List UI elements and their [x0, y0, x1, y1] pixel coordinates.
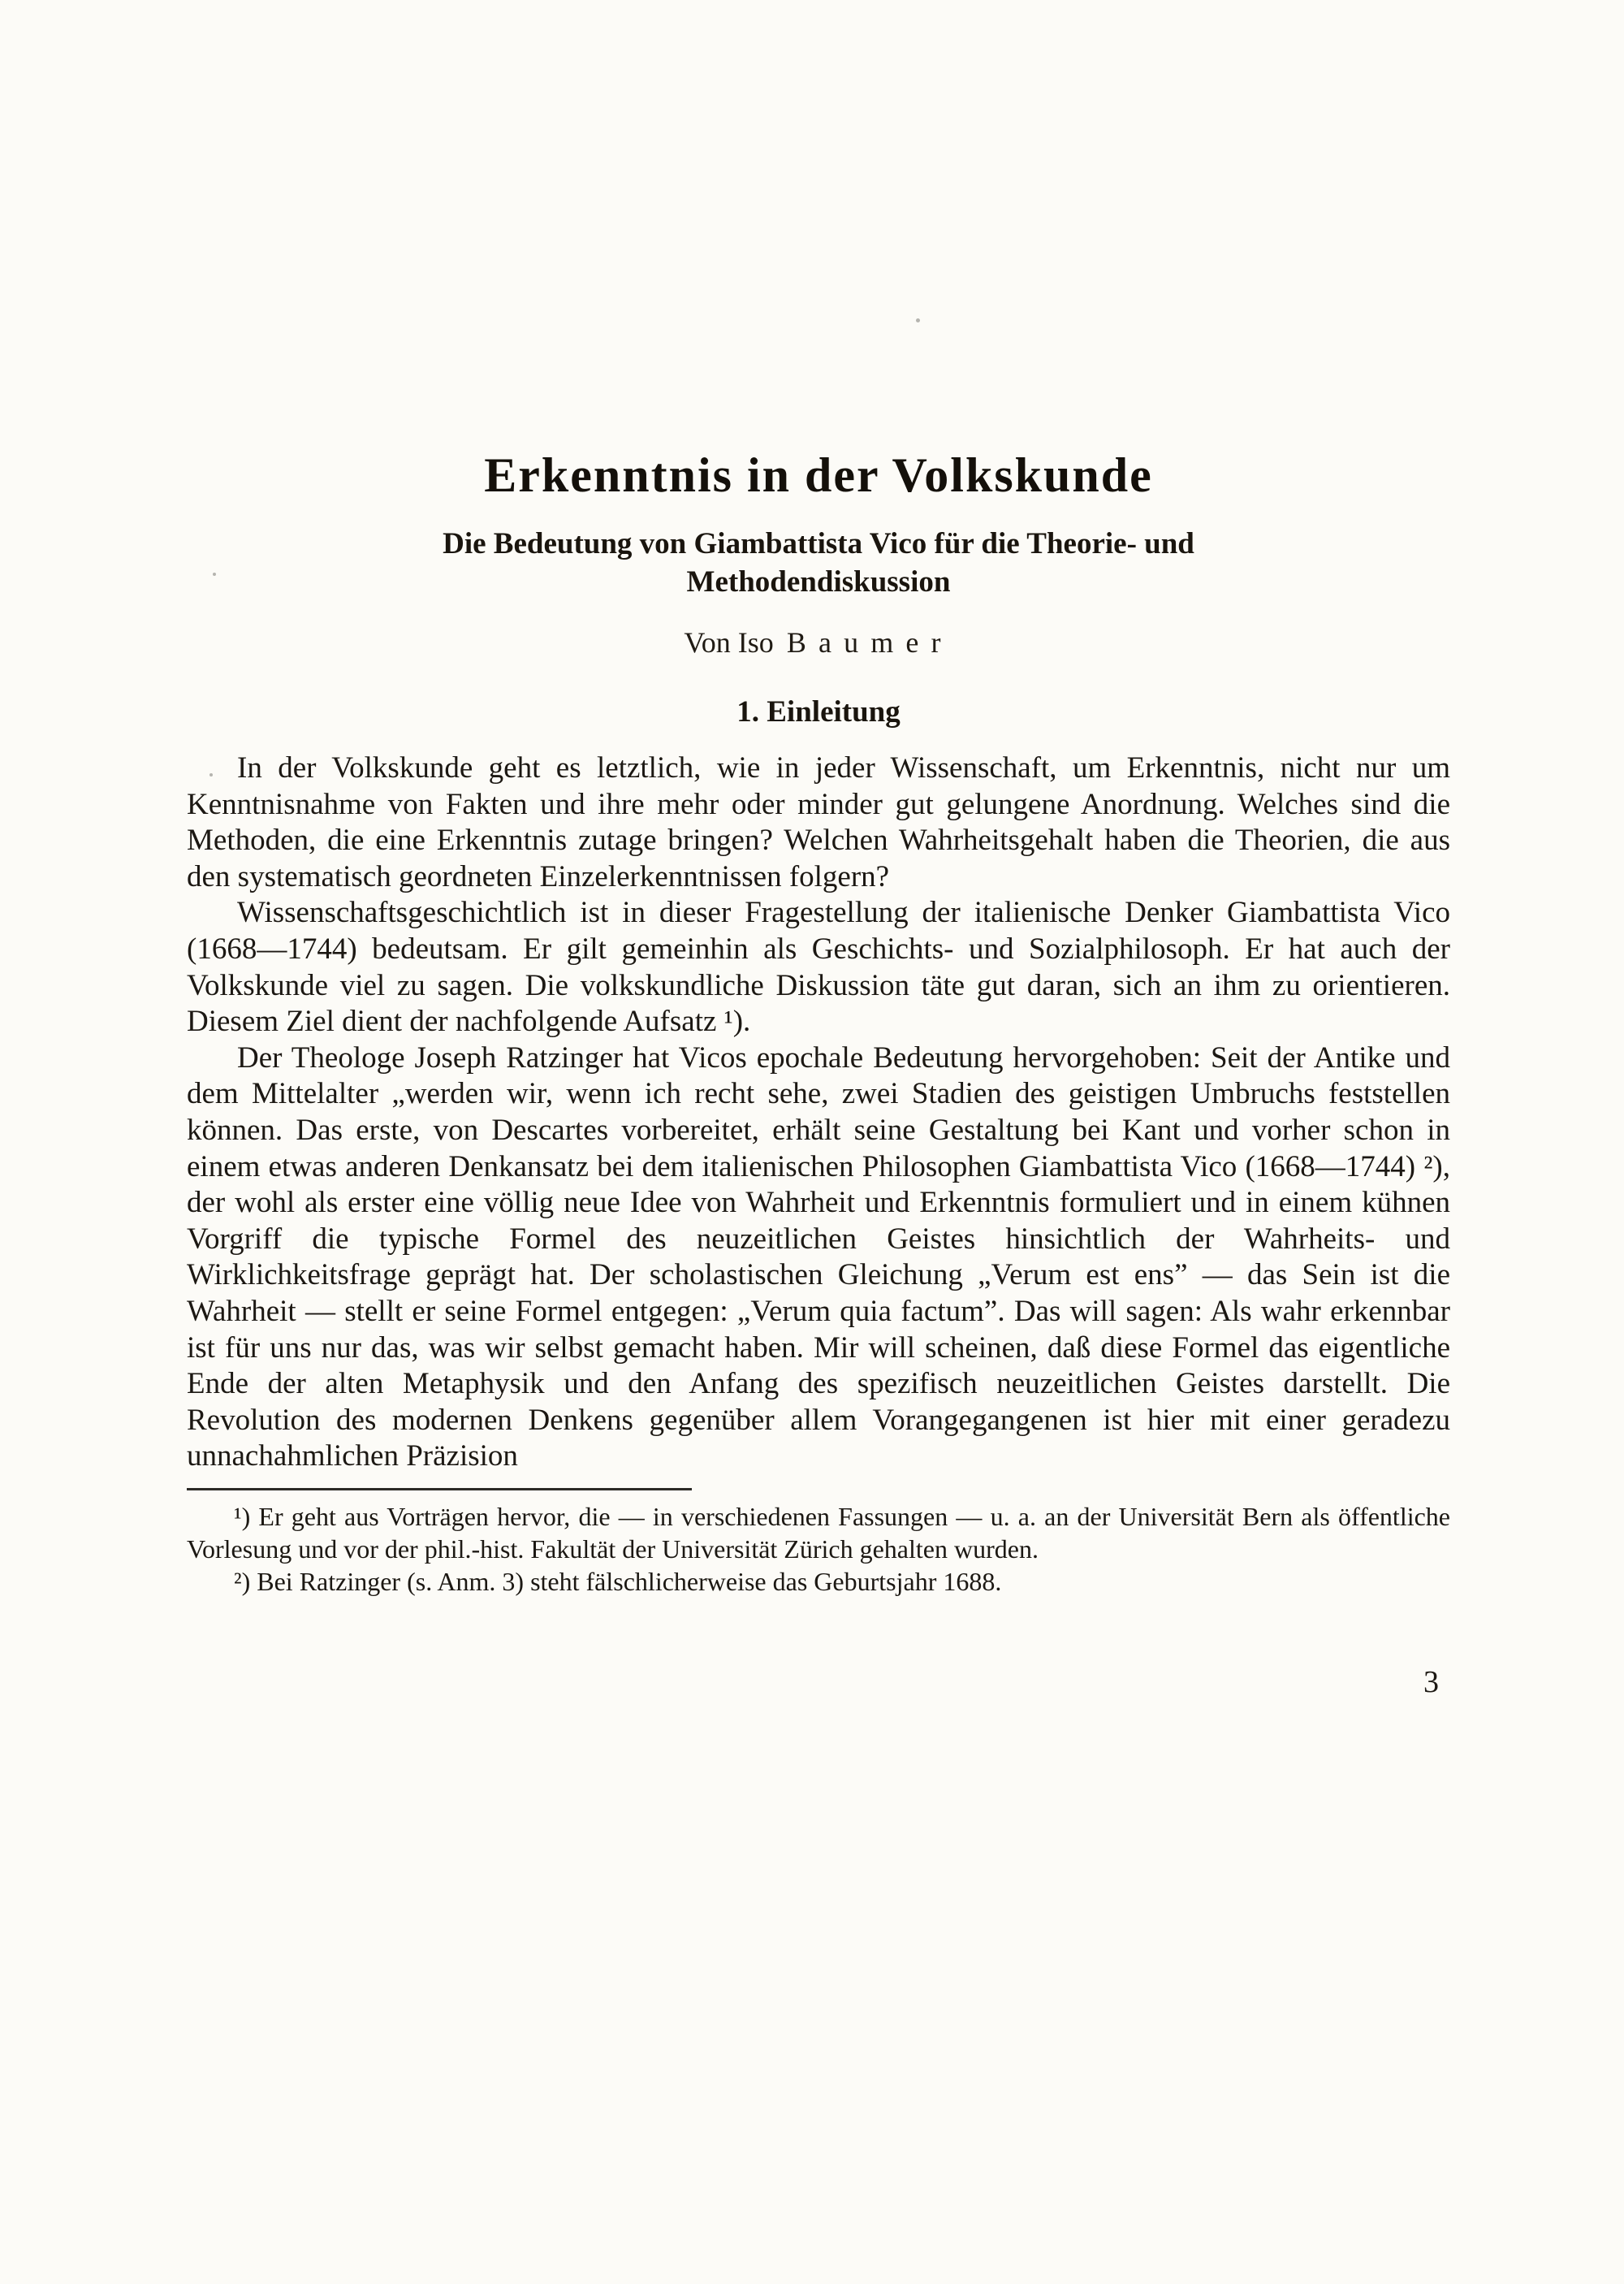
scan-speck	[209, 773, 213, 776]
scan-speck	[916, 318, 920, 322]
subtitle-line-1: Die Bedeutung von Giambattista Vico für die Theorie- und	[443, 527, 1194, 560]
footnote-2: ²) Bei Ratzinger (s. Anm. 3) steht fälschlicherweise das Geburtsjahr 1688.	[234, 1566, 1002, 1596]
footnote-1: ¹) Er geht aus Vorträgen hervor, die — in verschiedenen Fassungen — u. a. an der Universität Bern als öffentliche Vorlesung und vor der phil.-hist. Fakultät der Universität Zürich gehalten wurden.	[187, 1501, 1450, 1564]
author-name: Baumer	[786, 626, 953, 659]
footnotes-block	[187, 1500, 1450, 1598]
body-paragraph-2: Wissenschaftsgeschichtlich ist in dieser Fragestellung der italienische Denker Giambattista Vico (1668—1744) bedeutsam. Er gilt gemeinhin als Geschichts- und Sozialphilosoph. Er hat auch der Volkskunde viel zu sagen. Die volkskundliche Diskussion täte gut daran, sich an ihm zu orientieren. Diesem Ziel dient der nachfolgende Aufsatz ¹).	[187, 896, 1450, 1039]
footnote-separator-rule	[187, 1488, 692, 1490]
page-title: Erkenntnis in der Volkskunde	[484, 448, 1153, 502]
article-subtitle	[187, 525, 1450, 601]
scan-speck	[213, 573, 216, 576]
author-line	[187, 625, 1450, 660]
page-number: 3	[1423, 1664, 1439, 1699]
body-paragraph-3: Der Theologe Joseph Ratzinger hat Vicos epochale Bedeutung hervorgehoben: Seit der Antike und dem Mittelalter „werden wir, wenn ich recht sehe, zwei Stadien des geistigen Umbruchs feststellen können. Das erste, von Descartes vorbereitet, erhält seine Gestaltung bei Kant und vorher schon in einem etwas anderen Denkansatz bei dem italienischen Philosophen Giambattista Vico (1668—1744) ²), der wohl als erster eine völlig neue Idee von Wahrheit und Erkenntnis formuliert und in einem kühnen Vorgriff die typische Formel des neuzeitlichen Geistes hinsichtlich der Wahrheits- und Wirklichkeitsfrage geprägt hat. Der scholastischen Gleichung „Verum est ens” — das Sein ist die Wahrheit — stellt er seine Formel entgegen: „Verum quia factum”. Das will sagen: Als wahr erkennbar ist für uns nur das, was wir selbst gemacht haben. Mir will scheinen, daß diese Formel das eigentliche Ende der alten Metaphysik und den Anfang des spezifisch neuzeitlichen Geistes darstellt. Die Revolution des modernen Denkens gegenüber allem Vorangegangenen ist hier mit einer geradezu unnachahmlichen Präzision	[187, 1040, 1450, 1473]
section-heading: 1. Einleitung	[736, 695, 901, 729]
subtitle-line-2: Methodendiskussion	[686, 565, 951, 599]
article-body	[187, 751, 1450, 1475]
body-paragraph-1: In der Volkskunde geht es letztlich, wie in jeder Wissenschaft, um Erkenntnis, nicht nur um Kenntnisnahme von Fakten und ihre mehr oder minder gut gelungene Anordnung. Welches sind die Methoden, die eine Erkenntnis zutage bringen? Welchen Wahrheitsgehalt haben die Theorien, die aus den systematisch geordneten Einzelerkenntnissen folgern?	[187, 751, 1450, 893]
author-prefix: Von Iso	[684, 626, 774, 659]
